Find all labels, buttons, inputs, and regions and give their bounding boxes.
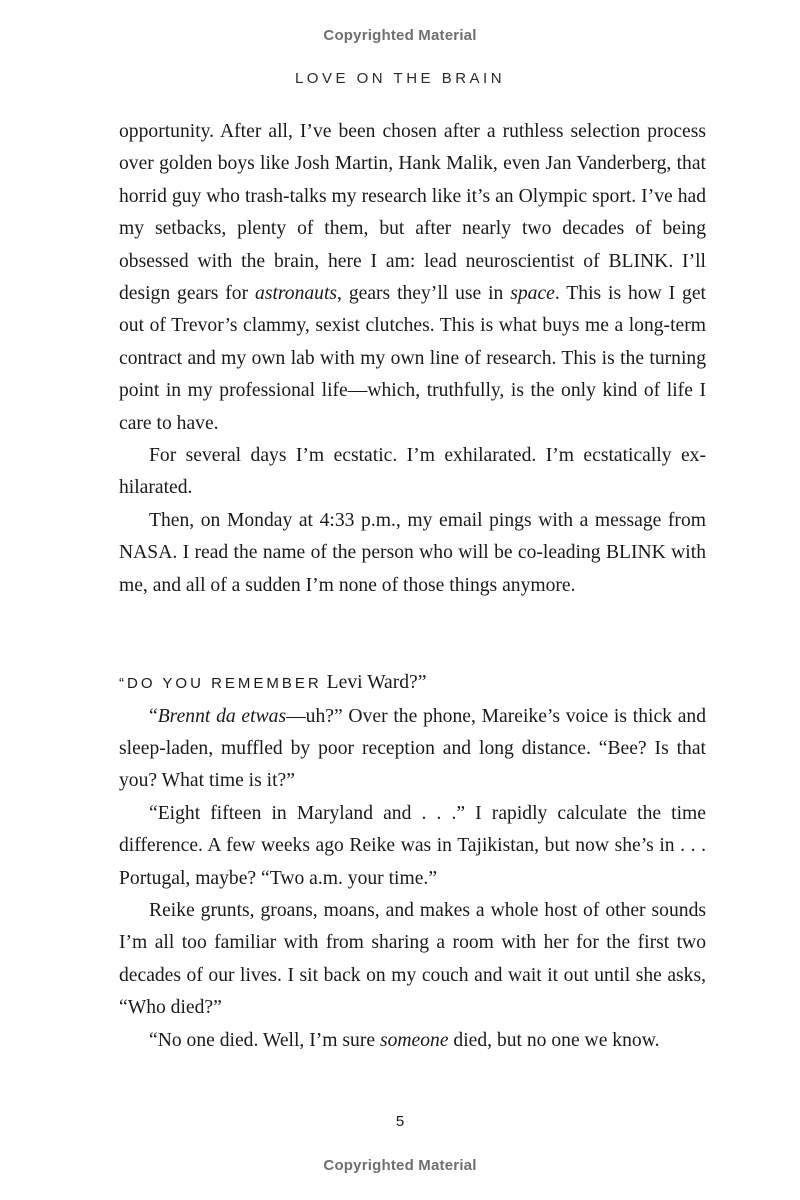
paragraph-6: “Eight fifteen in Maryland and . . .” I rapidly calculate the time difference. A few weeks ago Reike was in Tajikistan, but now she’s in . . . Portugal, maybe? “Two a.m. your time.” — [119, 802, 706, 889]
section-break — [119, 602, 706, 667]
paragraph-7: Reike grunts, groans, moans, and makes a whole host of other sounds I’m all too familiar with from sharing a room with her for the first two decades of our lives. I sit back on my couch and wait it out until she asks, “Who died?” — [119, 899, 706, 1019]
body-text — [119, 116, 706, 1057]
section-lead-in: “DO YOU REMEMBER — [119, 675, 322, 693]
paragraph-2: For several days I’m ecstatic. I’m exhilarated. I’m ecstatically exhilarated. — [119, 445, 706, 499]
paragraph-5: “Brennt da etwas—uh?” Over the phone, Mareike’s voice is thick and sleep-laden, muffled by poor reception and long distance. “Bee? Is that you? What time is it?” — [119, 705, 706, 792]
paragraph-8: “No one died. Well, I’m sure someone died, but no one we know. — [149, 1029, 660, 1051]
watermark-bottom: Copyrighted Material — [323, 1157, 477, 1174]
page-number: 5 — [395, 1113, 405, 1130]
paragraph-1: opportunity. After all, I’ve been chosen after a ruthless selection process over golden boys like Josh Martin, Hank Malik, even Jan Vanderberg, that horrid guy who trash-talks my research like it’s an Olympic sport. I’ve had my setbacks, plenty of them, but after nearly two decades of being obsessed with the brain, here I am: lead neuroscientist of BLINK. I’ll design gears for astronauts, gears they’ll use in space. This is how I get out of Trevor’s clammy, sexist clutches. This is what buys me a long-term contract and my own lab with my own line of research. This is the turning point in my professional life—which, truthfully, is the only kind of life I care to have. — [119, 121, 706, 434]
running-head: LOVE ON THE BRAIN — [294, 70, 506, 87]
paragraph-3: Then, on Monday at 4:33 p.m., my email pings with a message from NASA. I read the name of the person who will be co-leading BLINK with me, and all of a sudden I’m none of those things anymore. — [119, 509, 706, 596]
section-opening: “DO YOU REMEMBER Levi Ward?” — [119, 672, 427, 694]
watermark-top: Copyrighted Material — [323, 27, 477, 44]
